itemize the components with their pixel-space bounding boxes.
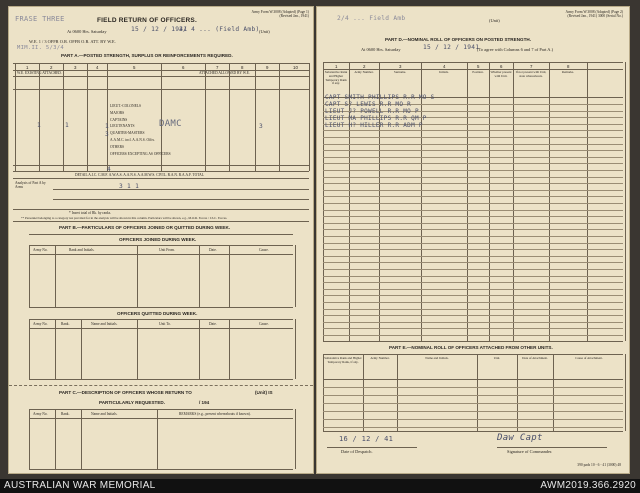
column-number: 3 bbox=[74, 65, 77, 70]
form-page-left bbox=[8, 6, 314, 474]
column-number: 1 bbox=[26, 65, 29, 70]
column-heading: Position. bbox=[472, 70, 484, 74]
column-heading: Substantive Rank and Higher Temporary Rank if any. bbox=[324, 70, 348, 86]
column-number: 2 bbox=[50, 65, 53, 70]
detail-row: DETAIL A.I.C. C.M.F. A.W.A.S. A.A.N.S. A.A.M.W.S. CIVIL. R.A.N. R.A.A.F. TOTAL bbox=[75, 173, 204, 177]
note-line: * Insert total of Rk. by ranks. bbox=[69, 211, 112, 215]
part-a-heading: PART A.—POSTED STRENGTH, SURPLUS OR REINFORCEMENTS REQUIRED. bbox=[61, 53, 233, 58]
column-heading: Name and Initials. bbox=[425, 356, 449, 360]
quitted-col: Date. bbox=[209, 322, 217, 326]
column-number: 1 bbox=[335, 64, 338, 69]
rank-item: OFFICERS EXCEPTING AS OFFICERS bbox=[110, 151, 171, 156]
signature-label: Signature of Commander. bbox=[507, 449, 553, 454]
agree-note: (To agree with Columns 6 and 7 of Part A.) bbox=[477, 47, 554, 52]
handwritten-scribble: MIM.II. 5/3/4 bbox=[17, 45, 64, 51]
column-number: 8 bbox=[241, 65, 244, 70]
archive-footer bbox=[0, 479, 640, 493]
rank-item: MAJORS bbox=[110, 110, 125, 115]
part-c-col: REMARKS (e.g., present whereabouts if known). bbox=[179, 412, 251, 416]
column-heading: Unit. bbox=[493, 356, 501, 360]
column-heading: Date of Attachment. bbox=[522, 356, 548, 360]
column-number: 3 bbox=[399, 64, 402, 69]
part-b-heading: PART B.—PARTICULARS OF OFFICERS JOINED OR QUITTED DURING WEEK. bbox=[59, 225, 231, 230]
hand-entry: 1 bbox=[65, 122, 70, 129]
analysis-hand: 3 1 1 bbox=[119, 183, 140, 190]
part-c-unit: (Unit) IS bbox=[255, 390, 273, 395]
handwritten-scribble: FRASE THREE bbox=[15, 15, 65, 23]
column-number: 5 bbox=[477, 64, 480, 69]
hand-entry: 3 bbox=[105, 131, 110, 138]
handwritten-despatch-date: 16 / 12 / 41 bbox=[339, 435, 394, 443]
part-c-heading: PART C.—DESCRIPTION OF OFFICERS WHOSE RETURN TO bbox=[59, 390, 192, 395]
quitted-col: Army No. bbox=[33, 322, 48, 326]
column-number: 8 bbox=[567, 64, 570, 69]
footer-accession-number: AWM2019.366.2920 bbox=[540, 480, 636, 491]
column-heading: Whether present with Unit. bbox=[490, 70, 512, 78]
handwritten-unit: 2/ 4 ... (Field Amb) bbox=[179, 26, 260, 33]
column-number: 9 bbox=[266, 65, 269, 70]
column-number: 6 bbox=[500, 64, 503, 69]
rank-item: LIEUTENANTS bbox=[110, 124, 135, 129]
nominal-roll-row: LIEUT MA PHILLIPS R.R QM P bbox=[325, 115, 427, 122]
column-number: 2 bbox=[363, 64, 366, 69]
rank-item: LIEUT.-COLONELS bbox=[110, 104, 141, 108]
commander-signature: Daw Capt bbox=[497, 433, 543, 443]
column-number: 7 bbox=[216, 65, 219, 70]
attached-we-heading: ATTACHED ALLOWED BY W.E. bbox=[199, 71, 250, 75]
column-heading: Remarks. bbox=[561, 70, 575, 74]
joined-col: Unit From. bbox=[159, 248, 175, 252]
at-hours-label: At 0600 Hrs. Saturday bbox=[361, 47, 401, 52]
rank-item: OTHERS bbox=[110, 144, 124, 149]
quitted-col: Unit To. bbox=[159, 322, 171, 326]
quitted-heading: OFFICERS QUITTED DURING WEEK. bbox=[117, 311, 198, 316]
print-reference: 390 pads 10 - 6 - 41 (3000) 48 bbox=[577, 463, 621, 467]
nominal-roll-row: CAPT S? LEWIS R.R MO R bbox=[325, 101, 412, 108]
joined-col: Date. bbox=[209, 248, 217, 252]
we-existing-heading: W.E. EXISTING ATTACHED. bbox=[17, 71, 62, 75]
handwritten-unit: 2/4 ... Field Amb bbox=[337, 15, 406, 22]
hand-entry: 4 bbox=[107, 166, 112, 173]
column-heading: Army Number. bbox=[354, 70, 374, 74]
column-heading: Surname. bbox=[393, 70, 407, 74]
column-number: 6 bbox=[182, 65, 185, 70]
quitted-col: Rank. bbox=[61, 322, 70, 326]
part-c-col: Army No. bbox=[33, 412, 48, 416]
rank-item: A.A.M.C. incl. A.A.N.S. Offrs. bbox=[110, 137, 155, 142]
hand-entry: 1 bbox=[37, 122, 42, 129]
we-line: W.E. 1 / 3 OFFR O.R. OFFR O.R. ATT. BY W.E. bbox=[29, 39, 116, 44]
column-number: 4 bbox=[96, 65, 99, 70]
nominal-roll-row: LIEUT J? POWELL R.R MO P bbox=[325, 108, 419, 115]
column-number: 5 bbox=[133, 65, 136, 70]
column-heading: Substantive Rank and Higher Temporary Rank, if any. bbox=[324, 356, 362, 364]
rank-item: QUARTER-MASTERS bbox=[110, 131, 145, 136]
form-title: FIELD RETURN OF OFFICERS. bbox=[97, 17, 197, 24]
part-c-line2: PARTICULARLY REQUESTED. bbox=[99, 400, 166, 405]
column-heading: Cause of Attachment. bbox=[575, 356, 603, 360]
part-c-date: / 194 bbox=[199, 400, 210, 405]
form-reference: Army Form W.3008 (Adapted) (Page 2) (Revised Jan., 1941) 3000 (Serial No.) bbox=[565, 10, 623, 19]
column-heading: Initials. bbox=[439, 70, 449, 74]
joined-col: Cause. bbox=[259, 248, 269, 252]
joined-col: Army No. bbox=[33, 248, 48, 252]
handwritten-date: 15 / 12 / 1941 bbox=[423, 44, 480, 51]
part-e-heading: PART E.—NOMINAL ROLL OF OFFICERS ATTACHED FROM OTHER UNITS. bbox=[389, 345, 553, 350]
form-reference: Army Form W.3008 (Adapted) (Page 1) (Revised Jan., 1941) bbox=[251, 10, 309, 19]
column-number: 7 bbox=[530, 64, 533, 69]
quitted-col: Cause. bbox=[259, 322, 269, 326]
note-line: ** Personnel belonging to a category not provided for in the analysis will be shown in this column. Particulars will be shown, e.g., M.O.R. Forces / I.S.C. Forces. bbox=[21, 216, 228, 220]
quitted-col: Name and Initials. bbox=[91, 322, 118, 326]
analysis-label: Analysis of Part A by Arms bbox=[15, 181, 46, 190]
column-heading: Army Number. bbox=[370, 356, 390, 360]
rank-list bbox=[110, 103, 171, 157]
unit-label: (Unit) bbox=[259, 29, 270, 34]
joined-col: Rank and Initials. bbox=[69, 248, 95, 252]
at-hours-label: At 0600 Hrs. Saturday bbox=[67, 29, 107, 34]
joined-heading: OFFICERS JOINED DURING WEEK. bbox=[119, 237, 197, 242]
column-number: 4 bbox=[443, 64, 446, 69]
nominal-roll-row: LIEUT H? HILLER R.R ADM P bbox=[325, 122, 423, 129]
nominal-roll-row: CAPT SMITH PHILLIPS R.R MO S bbox=[325, 94, 435, 101]
part-d-heading: PART D.—NOMINAL ROLL OF OFFICERS ON POSTED STRENGTH. bbox=[385, 37, 531, 42]
hand-entry: 1 bbox=[105, 123, 110, 130]
hand-entry: 3 bbox=[259, 123, 264, 130]
unit-stamp: DAMC bbox=[159, 119, 182, 129]
despatch-label: Date of Despatch. bbox=[341, 449, 373, 454]
column-heading: If not present with Unit, state whereabouts. bbox=[515, 70, 547, 78]
column-number: 10 bbox=[293, 65, 298, 70]
form-page-right bbox=[316, 6, 630, 474]
rank-item: CAPTAINS bbox=[110, 117, 128, 122]
part-c-col: Rank. bbox=[61, 412, 70, 416]
unit-label: (Unit) bbox=[489, 18, 500, 23]
handwritten-date: 15 / 12 / 1941 bbox=[131, 26, 188, 33]
part-c-col: Name and Initials. bbox=[91, 412, 118, 416]
footer-institution: AUSTRALIAN WAR MEMORIAL bbox=[4, 480, 156, 491]
